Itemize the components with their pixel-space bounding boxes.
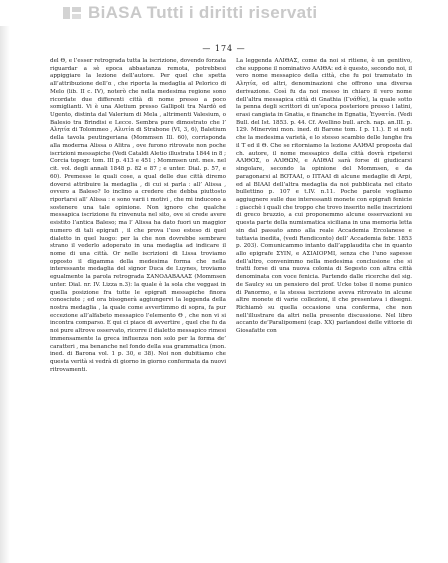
watermark-text: BiASA Tutti i diritti riservati <box>88 3 318 22</box>
text-column-left <box>50 58 226 374</box>
text-column-right <box>236 58 412 336</box>
paragraph-right: La leggenda ΑΛΙΘΑΣ, come da noi si ritiene, è un genitivo, che suppone il nominativo ΑΛΙΘΑ: ed è questo, secondo noi, il vero nome messapico della città, che fu poi tramutato in Αλητία, ed altri, denominazioni che offrono una diversa derivazione. Così fu da noi messo in chiaro il vero nome dell’altra messapica città di Gnathia (Γνάθία), la quale sotto la penna degli scrittori di un’epoca posteriore presso i latini, erasi cangiata in Gnatia, e finanche in Egnatia, Ἐγνατία. (Vedi Bull. del Ist. 1853. p. 44. Cf. Avellino bull. arch. nap. an.III. p. 129. Minervini mon. ined. di Barone tom. I p. 11.). E si noti che la medesima varietà, e lo stesso scambio delle lunghe fra il Τ ed il Θ. Che se ritorniamo la lezione ΑΛΙΘΑΙ proposta dal ch. autore, il nome messapico della città dovrà ripetersi ΑΛΙΘΟΣ, o ΑΛΙΘΩΝ, e ΑΛΙΘΑΙ sarà forse di giudicarsi singolare, secondo la opinione del Mommsen, e da paragonarsi al ΒΟΤΑΑΙ, o ΠΤΑΑΙ di alcune medaglie di Arpi, ed al ΒΙΛΑΙ dell’altra medaglia da noi pubblicata nel citato bullettino p. 107 e t.IV. n.11. Poche parole vogliamo aggiugnere sulle due interessanti monete con epigrafi fenicie : giacchè i quali che troppo che trovo inserito nelle inscrizioni di greco bruzzio, a cui proponemmo alcune osservazioni su questa parte della numismatica siciliana in una memoria letta sin dal passato anno alla reale Accademia Ercolanese e tuttavia inedita, (vedi Rendiconto) dell’ Accademia febr. 1853 p. 203). Comunicammo intanto dall’applaudita che in quanto allo epigrafe ΣΥΙΝ, e ΑΣΙΑΙΟΡΜΙ, senza che l’uno sapesse dell’altro, convenimmo nella medesima conclusione che si tratti forse di una nuova colonia di Segesto con altra città denominata con voce fenicia. Partendo dalle ricerche del sig. de Saulcy su un pensiero del prof. Ucke tolse il nome punico di Panormo, e la stessa iscrizione aveva ritrovato in alcune altre monete di varie collezioni, il che presentava i disegni. Richiamò su quella occasione una conferma, che non nell’illustrare da altri nella presente discussione. Nel libro accanto de’Paralipomeni (cap. XX) parlandosi delle vittorie di Giosafatte con <box>236 58 412 335</box>
paragraph-left: del Θ, e l’esser retrograda tutta la iscrizione, dovendo forzata riguardar a sè epoca abbastanza remota, potrebbesi appiggiare la lezione dell’autore. Per quel che spetta all’attribuzione dell’α , che riporta la medaglia al Pelorico di Melo (lib. II c. IV), noterò che nella medesima regione sono ricordate due differenti città di nome presso a poco somiglianti. Vi è una Aletium presso Gallipoli tra Nardò ed Ugento, distinta dal Valerium di Mela , altrimenti Valesium, o Balesio tra Brindisi e Lecce. Sembra pure dimostrato che l’ Αλητία di Tolommeo , Αλυτία di Strabone (VI, 3, 6), Baletium della tavola peutingeriana (Mommsen Ill. 60), corrisponda alla moderna Alissa o Alitra , ove furono ritrovate non poche iscrizioni messapiche (Vedi Cataldi Aletio illustrata 1844 in 8 ; Corcia topogr. tom. III p. 413 e 451 ; Mommsen unt. mes. nel cit. vol. degli annali 1848 p. 82 e 87 ; e unter. Dial. p. 57, e 60). Premesse le quali cose, a qual delle due città diremo doversi attribuire la medaglia , di cui si parla : all’ Alissa , ovvero a Baleso? Io inclino a credere che debba piuttosto riportarsi all’ Alissa : e sono varii i motivi , che mi inducono a sostenere una tale opinione. Non ignoro che qualche messapica iscrizione fu rinvenuta nel sito, ove si crede avere esistito l’antica Baleso; ma l’ Alissa ha dato fuori un maggior numero di tali epigrafi , il che prova l’uso esteso di quel dialetto in quel luogo: per la che non dovrebbe sembrare strano il vederlo adoperato in una medaglia ad indicare il nome di una città. Or nelle iscrizioni di Lissa troviamo opposto il digamma della medesima forma che nella interessante medaglia del signor Duca de Luynes, troviamo egualmente la parola retrograda ΣΑΝΟΔΑΒΑΛΑΣ (Mommsen unter. Dial. nr. IV. Lizza n.3): la quale è la sola che veggasi in quella posizione fra tutte le epigrafi messapiche finora conosciute ; ed ora bisognerà aggiungervi la leggenda della nostra medaglia , la quale come avvertimmo di sopra, fa pur eccezione all’alfabeto messapico l’elemento Θ , che non vi si incontra comparso. E qui ci piace di avvertire , quel che fu da noi pure altrove osservato, ricorre il dialetto messapico rimesi immensamente la greca influenza non solo per la forma de’ caratteri , ma benanche nel fondo della sua grammatica (mon. ined. di Barona vol. 1 p. 30, e 38). Noi non dubitiamo che questa verità si vedrà di giorno in giorno confermata da nuovi ritrovamenti. <box>50 58 226 373</box>
page-number: — 174 — <box>202 44 246 53</box>
